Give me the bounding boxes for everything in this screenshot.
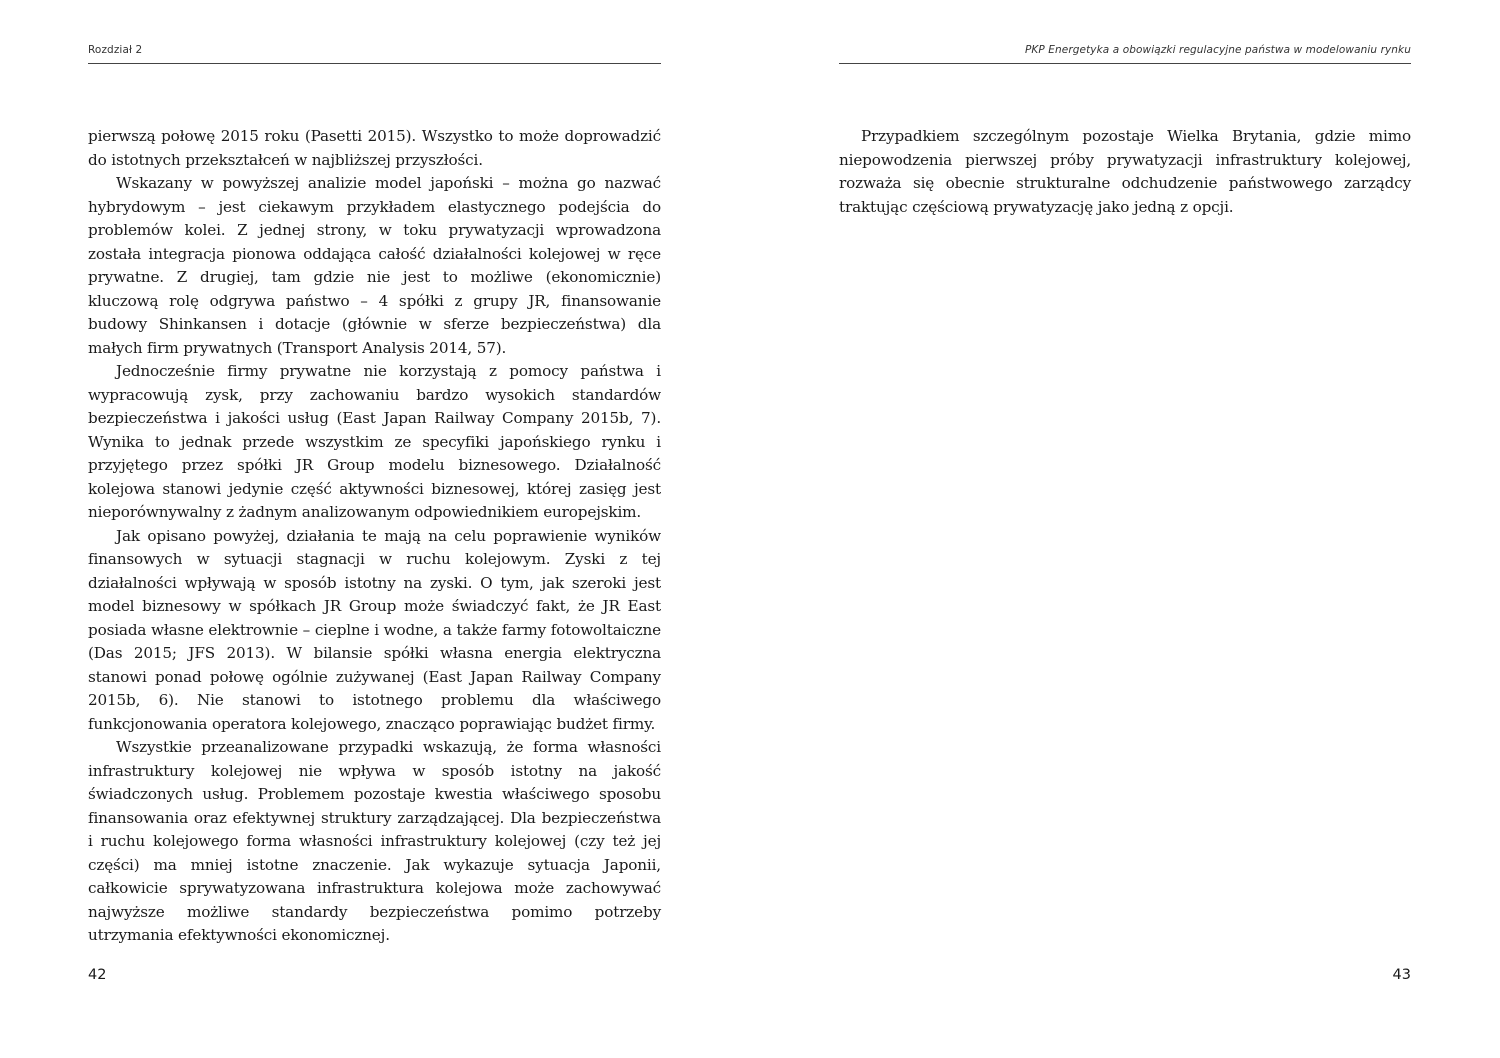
page-number-left: 42 [88, 967, 107, 983]
running-head-right: PKP Energetyka a obowiązki regulacyjne państwa w modelowaniu rynku [1025, 44, 1411, 56]
right-page [839, 0, 1411, 1058]
page-number-right: 43 [1392, 967, 1411, 983]
body-text-right [839, 125, 1411, 219]
paragraph: Wszystkie przeanalizowane przypadki wskazują, że forma własności infrastruktury kolejowej nie wpływa w sposób istotny na jakość świadczonych usług. Problemem pozostaje kwestia właściwego sposobu finansowania oraz efektywnej struktury zarządzającej. Dla bezpieczeństwa i ruchu kolejowego forma własności infrastruktury kolejowej (czy też jej części) ma mniej istotne znaczenie. Jak wykazuje sytuacja Japonii, całkowicie sprywatyzowana infrastruktura kolejowa może zachowywać najwyższe możliwe standardy bezpieczeństwa pomimo potrzeby utrzymania efektywności ekonomicznej. [88, 738, 661, 944]
paragraph: Jak opisano powyżej, działania te mają na celu poprawienie wyników finansowych w sytuacji stagnacji w ruchu kolejowym. Zyski z tej działalności wpływają w sposób istotny na zyski. O tym, jak szeroki jest model biznesowy w spółkach JR Group może świadczyć fakt, że JR East posiada własne elektrownie – cieplne i wodne, a także farmy fotowoltaiczne (Das 2015; JFS 2013). W bilansie spółki własna energia elektryczna stanowi ponad połowę ogólnie zużywanej (East Japan Railway Company 2015b, 6). Nie stanowi to istotnego problemu dla właściwego funkcjonowania operatora kolejowego, znacząco poprawiając budżet firmy. [88, 526, 661, 733]
paragraph: Wskazany w powyższej analizie model japoński – można go nazwać hybrydowym – jest ciekawym przykładem elastycznego podejścia do problemów kolei. Z jednej strony, w toku prywatyzacji wprowadzona została integracja pionowa oddająca całość działalności kolejowej w ręce prywatne. Z drugiej, tam gdzie nie jest to możliwe (ekonomicznie) kluczową rolę odgrywa państwo – 4 spółki z grupy JR, finansowanie budowy Shinkansen i dotacje (głównie w sferze bezpieczeństwa) dla małych firm prywatnych (Transport Analysis 2014, 57). [88, 174, 661, 357]
paragraph: Jednocześnie firmy prywatne nie korzystają z pomocy państwa i wypracowują zysk, przy zachowaniu bardzo wysokich standardów bezpieczeństwa i jakości usług (East Japan Railway Company 2015b, 7). Wynika to jednak przede wszystkim ze specyfiki japońskiego rynku i przyjętego przez spółki JR Group modelu biznesowego. Działalność kolejowa stanowi jedynie część aktywności biznesowej, której zasięg jest nieporównywalny z żadnym analizowanym odpowiednikiem europejskim. [88, 362, 661, 521]
header-rule-left [88, 63, 661, 64]
paragraph: Przypadkiem szczególnym pozostaje Wielka Brytania, gdzie mimo niepowodzenia pierwszej próby prywatyzacji infrastruktury kolejowej, rozważa się obecnie strukturalne odchudzenie państwowego zarządcy traktując częściową prywatyzację jako jedną z opcji. [839, 127, 1411, 216]
paragraph: pierwszą połowę 2015 roku (Pasetti 2015). Wszystko to może doprowadzić do istotnych przekształceń w najbliższej przyszłości. [88, 127, 661, 169]
header-rule-right [839, 63, 1411, 64]
running-head-left: Rozdział 2 [88, 44, 143, 56]
body-text-left [88, 125, 661, 948]
left-page [88, 0, 661, 1058]
